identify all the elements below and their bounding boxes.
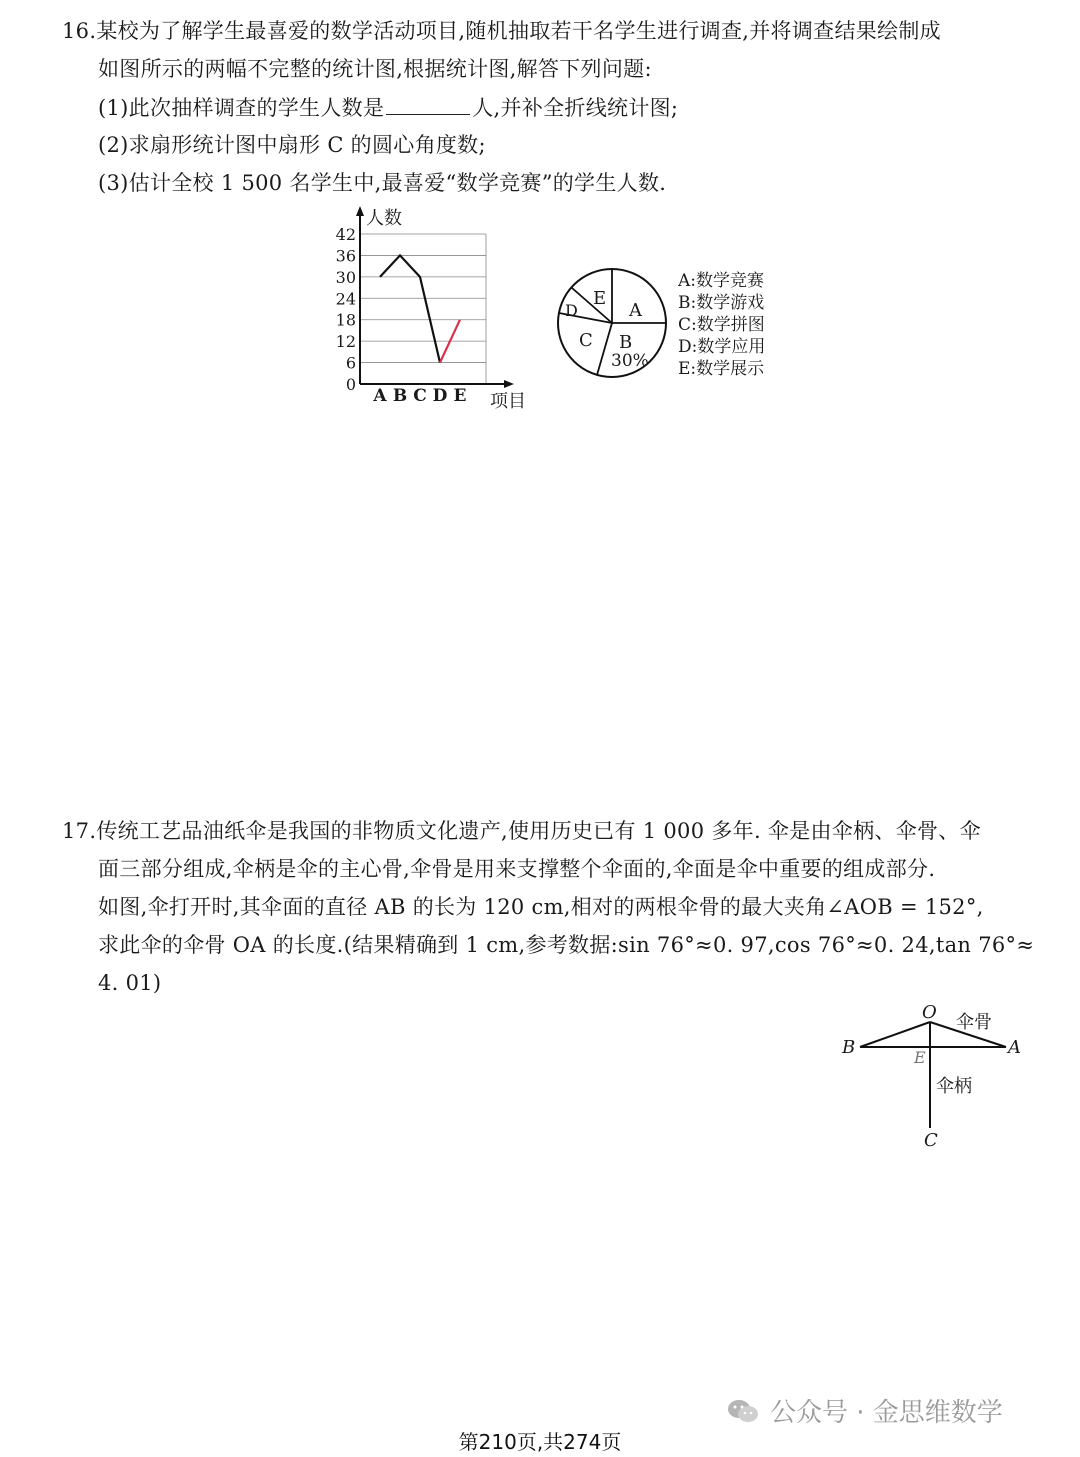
- page-footer: 第210页,共274页: [458, 1430, 622, 1454]
- pie-slice-label-a: A: [629, 300, 642, 321]
- q17-line2: 面三部分组成,伞柄是伞的主心骨,伞骨是用来支撑整个伞面的,伞面是伞中重要的组成部分.: [98, 857, 936, 881]
- watermark: [726, 1392, 1003, 1429]
- x-axis-label: 项目: [490, 391, 526, 412]
- x-tick-label: C: [413, 386, 427, 406]
- legend-item-c: C:数学拼图: [678, 315, 765, 335]
- umbrella-diagram: [838, 1000, 1028, 1156]
- y-axis-label: 人数: [366, 208, 402, 229]
- q17-number: 17.: [62, 819, 97, 843]
- label-b: B: [842, 1037, 856, 1058]
- chart-grid: [360, 234, 486, 384]
- pie-slice-label-e: E: [593, 288, 607, 309]
- label-handle: 伞柄: [936, 1076, 972, 1097]
- pie-chart: [555, 262, 675, 386]
- segment-ob: [860, 1022, 930, 1047]
- label-o: O: [922, 1002, 937, 1023]
- pie-slice-label-d: D: [565, 301, 578, 320]
- y-tick-label: 0: [345, 375, 356, 394]
- q16-part1-after: 人,并补全折线统计图;: [472, 96, 679, 120]
- y-axis-arrow-icon: [356, 206, 364, 216]
- pie-legend: [678, 266, 798, 382]
- line-chart: [330, 200, 540, 420]
- label-e: E: [914, 1048, 926, 1067]
- y-tick-labels: [336, 225, 356, 394]
- y-tick-label: 30: [335, 267, 356, 287]
- x-axis-arrow-icon: [504, 380, 514, 388]
- series-lines: [380, 255, 460, 362]
- pie-divider-b-c: [597, 323, 612, 375]
- q16-stem-line1: [62, 16, 941, 46]
- wechat-icon: [726, 1397, 760, 1425]
- label-c: C: [924, 1130, 938, 1151]
- q17-line1: [62, 816, 981, 846]
- x-tick-label: B: [392, 386, 408, 406]
- q16-part3: (3)估计全校 1 500 名学生中,最喜爱“数学竞赛”的学生人数.: [98, 171, 667, 195]
- q17-text1: 传统工艺品油纸伞是我国的非物质文化遗产,使用历史已有 1 000 多年. 伞是由伞柄、伞骨、伞: [96, 819, 981, 843]
- y-tick-label: 18: [335, 310, 356, 330]
- y-tick-label: 24: [335, 289, 356, 309]
- q16-part1-before: (1)此次抽样调查的学生人数是: [98, 96, 385, 120]
- q17-line3: 如图,伞打开时,其伞面的直径 AB 的长为 120 cm,相对的两根伞骨的最大夹角∠AOB = 152°,: [98, 895, 984, 919]
- answer-blank: [386, 92, 470, 115]
- legend-item-b: B:数学游戏: [678, 293, 765, 313]
- q16-part2: (2)求扇形统计图中扇形 C 的圆心角度数;: [98, 133, 486, 157]
- q16-stem-line2: 如图所示的两幅不完整的统计图,根据统计图,解答下列问题:: [98, 57, 652, 81]
- label-a: A: [1008, 1037, 1021, 1058]
- x-tick-label: A: [373, 386, 387, 406]
- q17-line5: 4. 01): [98, 971, 162, 995]
- watermark-text: 公众号 · 金思维数学: [770, 1398, 1003, 1428]
- pie-slice-label-b: B: [619, 332, 633, 353]
- q16-number: 16.: [62, 19, 97, 43]
- legend-item-e: E:数学展示: [678, 359, 765, 379]
- legend-item-d: D:数学应用: [678, 337, 766, 357]
- x-tick-labels: [372, 386, 466, 406]
- pie-slice-label-c: C: [579, 330, 593, 351]
- y-tick-label: 12: [335, 332, 356, 352]
- y-tick-label: 36: [335, 246, 356, 266]
- q16-stem-text1: 某校为了解学生最喜爱的数学活动项目,随机抽取若干名学生进行调查,并将调查结果绘制成: [96, 19, 941, 43]
- x-tick-label: E: [453, 386, 467, 406]
- legend-item-a: A:数学竞赛: [678, 271, 765, 291]
- y-tick-label: 6: [345, 353, 356, 373]
- y-tick-label: 42: [335, 225, 356, 244]
- q16-part1: [98, 92, 678, 123]
- q17-line4: 求此伞的伞骨 OA 的长度.(结果精确到 1 cm,参考数据:sin 76°≈0. 97,cos 76°≈0. 24,tan 76°≈: [98, 933, 1035, 957]
- pie-slice-percent-b: 30%: [611, 351, 649, 371]
- x-tick-label: D: [432, 386, 448, 406]
- series-line-main: [380, 255, 440, 362]
- label-rib: 伞骨: [956, 1012, 992, 1033]
